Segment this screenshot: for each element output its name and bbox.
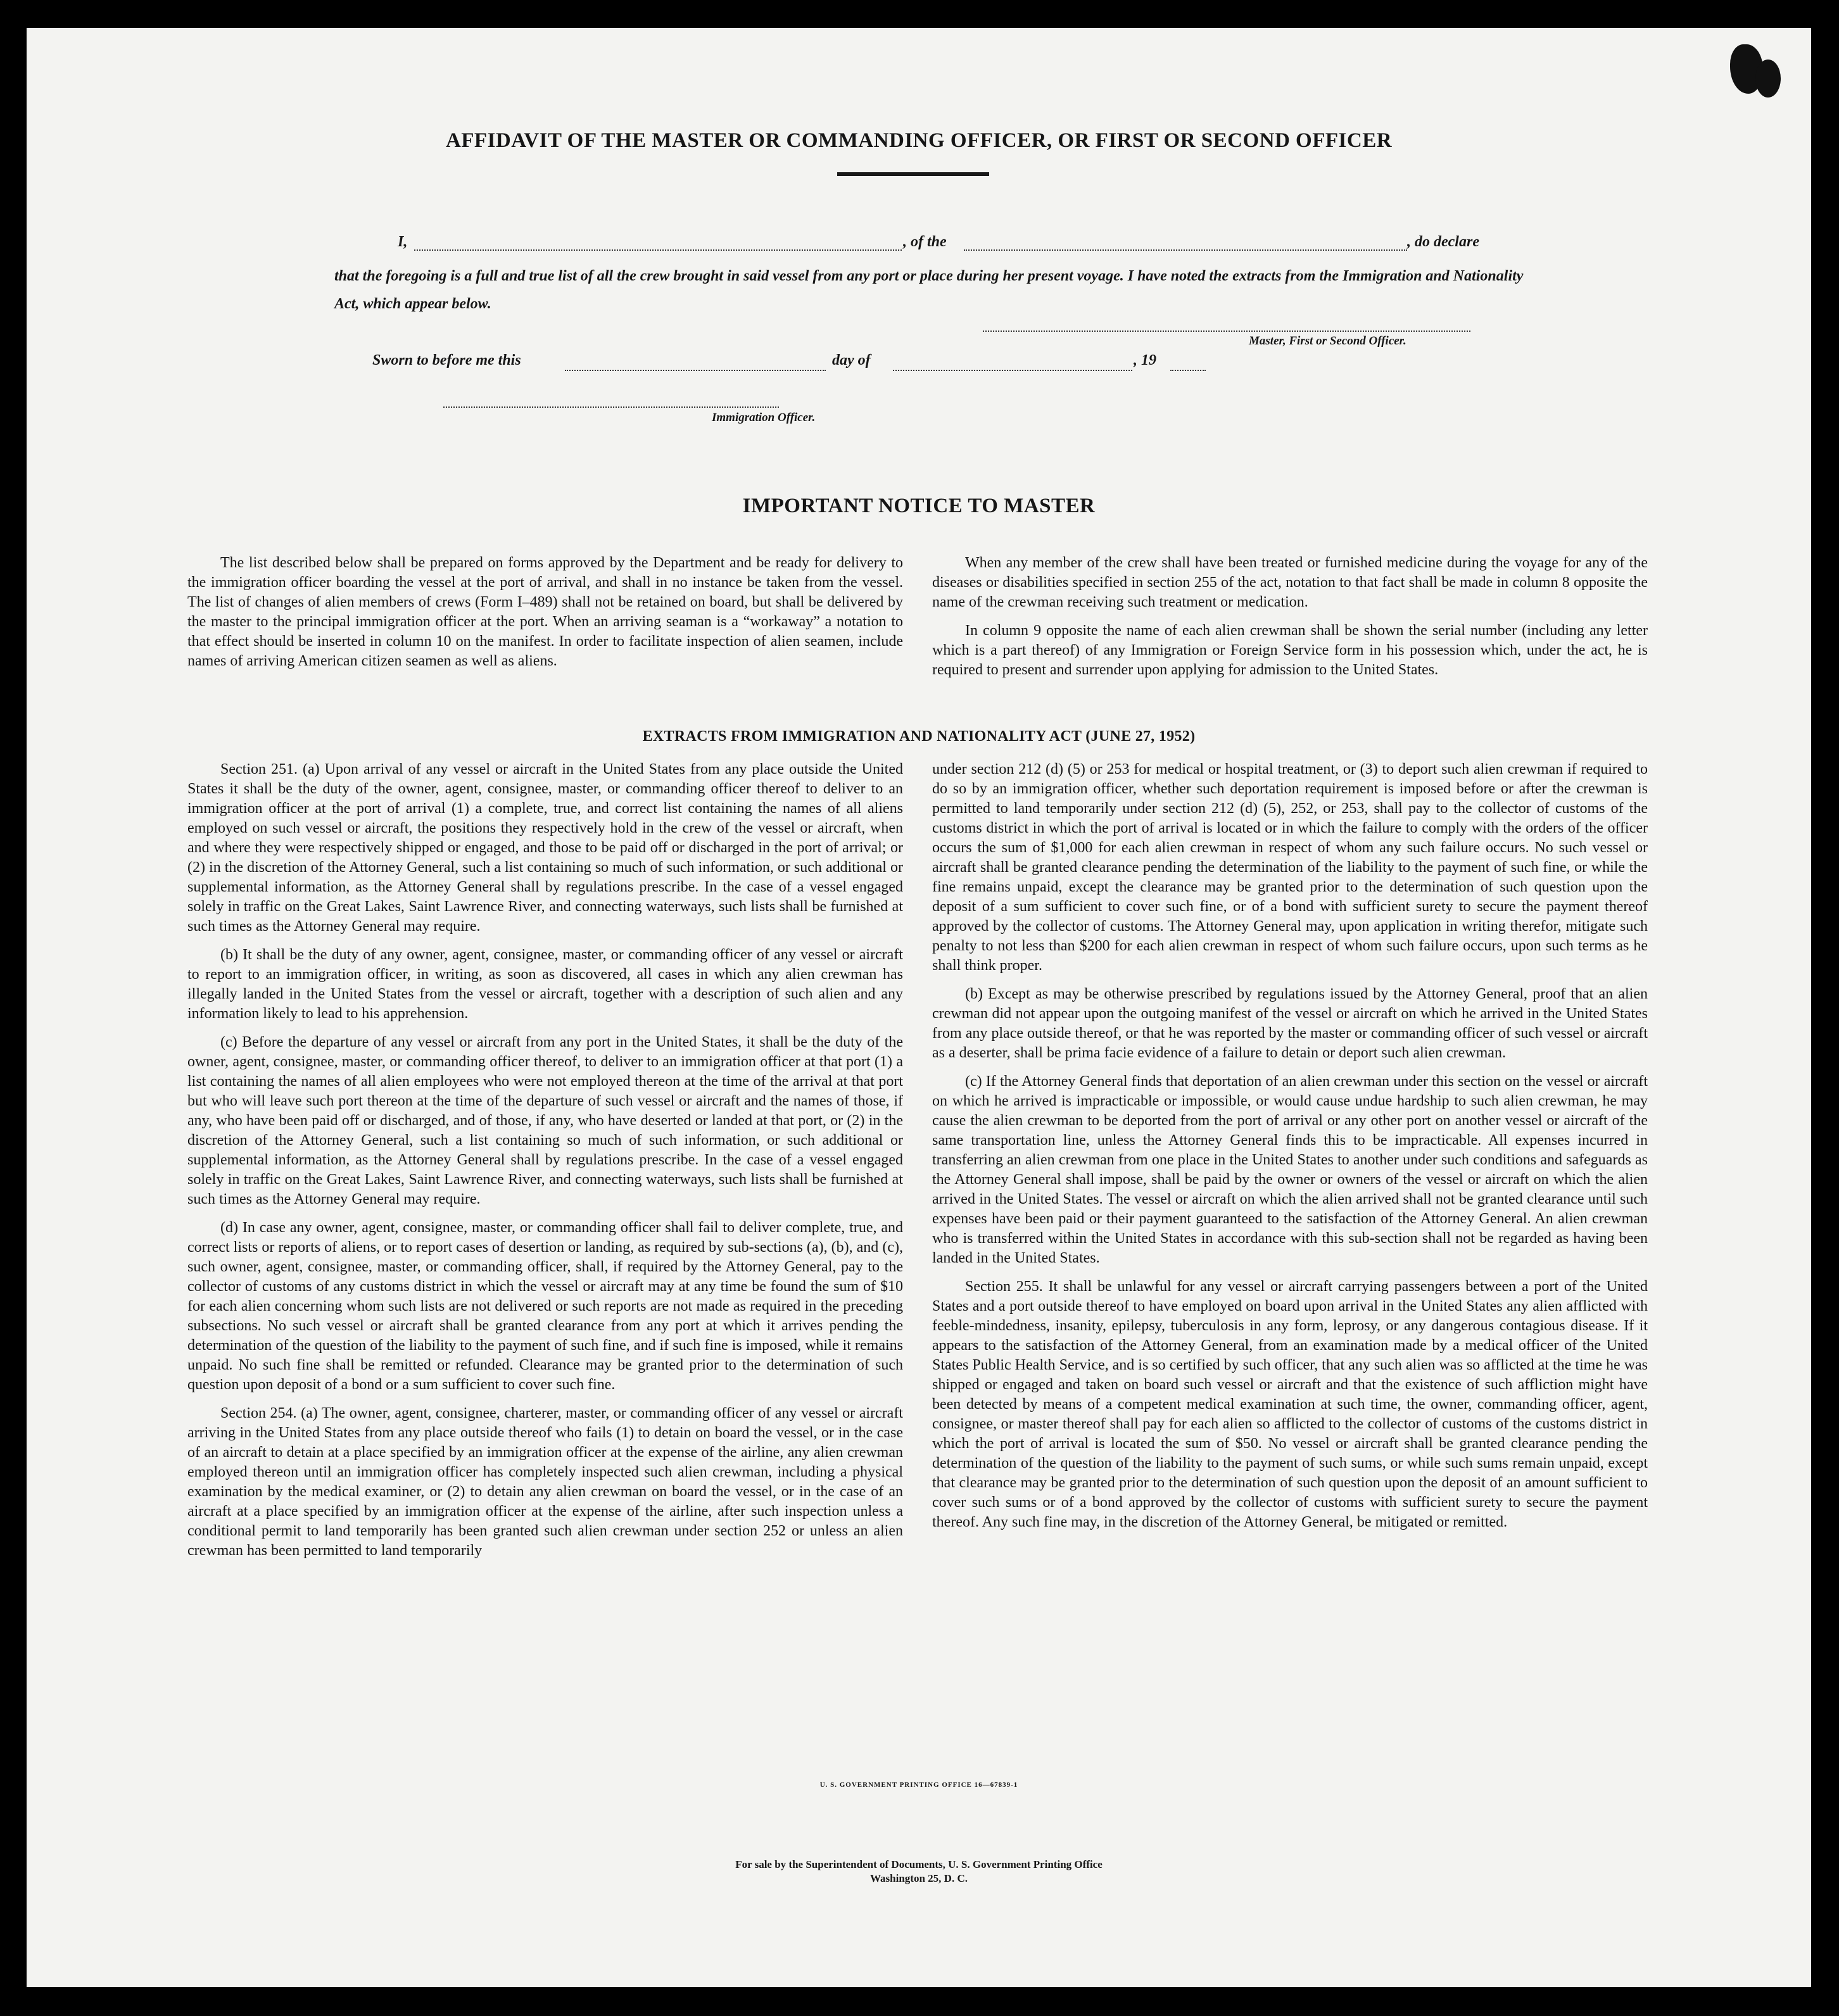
master-signature-label: Master, First or Second Officer. [1249,334,1406,348]
sale-notice-line-1: For sale by the Superintendent of Documents, U. S. Government Printing Office [735,1858,1103,1870]
declaration-text: that the foregoing is a full and true list of all the crew brought in said vessel from any port or place during her present voyage. I have noted the extracts from the Immigration and Nationality Act, which appear below. [334,268,1524,312]
sworn-year-field[interactable] [1170,370,1206,371]
section-254-a-continued: under section 212 (d) (5) or 253 for medical or hospital treatment, or (3) to deport such alien crewman if required to do so by an immigration officer, whether such deportation requirement is imposed before or after the crewman is permitted to land temporarily under section 212 (d) (5), 252, or 253, shall pay to the collector of customs of the customs district in which the port of arrival is located or in which the failure to comply with the orders of the officer occurs the sum of $1,000 for each alien crewman in respect of whom any such failure occurs. No such vessel or aircraft shall be granted clearance pending the determination of the liability to the payment of such fine, or while the fine remains unpaid, except the clearance may be granted prior to the determination of such question upon the deposit of a sum sufficient to cover such fine, or of a bond with sufficient surety to secure the payment thereof approved by the collector of customs. The Attorney General may, upon application in writing therefor, mitigate such penalty to not less than $200 for each alien crewman in respect of whom such failure occurs, upon such terms as he shall think proper. [932,761,1648,974]
affidavit-declare-label: , do declare [1407,234,1479,250]
section-254-c: (c) If the Attorney General finds that deportation of an alien crewman under this section on the vessel or aircraft on which he arrived is impracticable or impossible, or would cause undue hardship to such alien crewman, he may cause the alien crewman to be deported from the port of arrival or any other port on another vessel or aircraft of the same transportation line, unless the Attorney General finds this to be impracticable. All expenses incurred in transferring an alien crewman from one place in the United States to another under such conditions and safeguards as the Attorney General shall impose, shall be paid by the owner or owners of the vessel or aircraft on which the alien arrived in the United States. The vessel or aircraft on which the alien arrived shall not be granted clearance until such expenses have been paid or their payment guaranteed to the satisfaction of the Attorney General. An alien crewman who is transferred within the United States in accordance with this sub-section shall not be regarded as having been landed in the United States. [932,1073,1648,1266]
vessel-field[interactable] [964,249,1407,251]
title-rule [837,172,989,176]
notice-left-paragraph: The list described below shall be prepared on forms approved by the Department and be ready for delivery to the immigration officer boarding the vessel at the port of arrival, and shall in no instance be taken from the vessel. The list of changes of alien members of crews (Form I–489) shall not be retained on board, but shall be delivered by the master to the principal immigration officer at the port. When an arriving seaman is a “workaway” a notation to that effect should be inserted in column 10 on the manifest. In order to facilitate inspection of alien seamen, include names of arriving American citizen seamen as well as aliens. [187,555,903,669]
sworn-day-field[interactable] [565,370,826,371]
affidavit-i-label: I, [398,234,408,250]
notice-left-column [187,553,903,684]
extracts-right-column [932,760,1648,1541]
notice-right-column [932,553,1648,693]
immigration-officer-signature-field[interactable] [443,406,779,408]
section-251-d: (d) In case any owner, agent, consignee, master, or commanding officer shall fail to deliver complete, true, and correct lists or reports of aliens, or to report cases of desertion or landing, as required by sub-sections (a), (b), and (c), such owner, agent, consignee, master, or commanding officer, shall, if required by the Attorney General, pay to the collector of customs of any customs district in which the vessel or aircraft may at any time be found the sum of $10 for each alien concerning whom such lists are not delivered or such reports are not made as required in the preceding subsections. No such vessel or aircraft shall be granted clearance from any port at which it arrives pending the determination of the question of the liability to the payment of such fine, and if such fine is imposed, while it remains unpaid. No such fine shall be remitted or refunded. Clearance may be granted prior to the determination of such question upon deposit of a bond or a sum sufficient to cover such fine. [187,1219,903,1393]
section-251-c: (c) Before the departure of any vessel or aircraft from any port in the United States, it shall be the duty of the owner, agent, consignee, master, or commanding officer thereof, to deliver to an immigration officer at that port (1) a list containing the names of all alien employees who were not employed thereon at the time of the arrival at that port but who will leave such port thereon at the time of the departure of such vessel or aircraft and the names of those, if any, who have been paid off or discharged, and of those, if any, who have deserted or landed at that port, or (2) in the discretion of the Attorney General, such a list containing so much of such information, or such additional or supplemental information, as the Attorney General shall by regulations prescribe. In the case of a vessel engaged solely in traffic on the Great Lakes, Saint Lawrence River, and connecting waterways, such lists shall be furnished at such times as the Attorney General may require. [187,1034,903,1207]
master-signature-field[interactable] [983,331,1470,332]
section-254-a: Section 254. (a) The owner, agent, consignee, charterer, master, or commanding officer of any vessel or aircraft arriving in the United States from any place outside thereof who fails (1) to detain on board the vessel, or in the case of an aircraft to detain at a place specified by an immigration officer at the expense of the airline, any alien crewman employed thereon until an immigration officer has completely inspected such alien crewman, including a physical examination by the medical examiner, or (2) to detain any alien crewman on board the vessel, or in the case of an aircraft at a place specified by an immigration officer at the expense of the airline, after such inspection unless a conditional permit to land temporarily has been granted such alien crewman under section 252 or unless an alien crewman has been permitted to land temporarily [187,1405,903,1559]
sale-notice-line-2: Washington 25, D. C. [870,1872,968,1884]
extracts-left-column [187,760,903,1570]
notice-right-paragraph-2: In column 9 opposite the name of each alien crewman shall be shown the serial number (including any letter which is a part thereof) of any Immigration or Foreign Service form in his possession which, under the act, he is required to present and surrender upon applying for admission to the United States. [932,622,1648,678]
name-field[interactable] [414,249,902,251]
sworn-prefix: Sworn to before me this [372,352,521,369]
affidavit-title: AFFIDAVIT OF THE MASTER OR COMMANDING OFFICER, OR FIRST OR SECOND OFFICER [445,129,1393,152]
section-255: Section 255. It shall be unlawful for any vessel or aircraft carrying passengers between a port of the United States and a port outside thereof to have employed on board upon arrival in the United States any alien afflicted with feeble-mindedness, insanity, epilepsy, tuberculosis in any form, leprosy, or any dangerous contagious disease. If it appears to the satisfaction of the Attorney General, from an examination made by a medical officer of the United States Public Health Service, and is so certified by such officer, that any such alien was so afflicted at the time he was shipped or engaged and taken on board such vessel or aircraft and that the existence of such affliction might have been detected by means of a competent medical examination at such time, the owner, commanding officer, agent, consignee, or master thereof shall pay for each alien so afflicted to the collector of customs of the customs district in which the port of arrival is located the sum of $50. No vessel or aircraft shall be granted clearance pending the determination of the question of the liability to the payment of such sums, or while such sums remain unpaid, except that clearance may be granted prior to the determination of such question upon the deposit of an amount sufficient to cover such sums or of a bond approved by the collector of customs with sufficient surety to secure the payment thereof. Any such fine may, in the discretion of the Attorney General, be mitigated or remitted. [932,1278,1648,1530]
section-254-b: (b) Except as may be otherwise prescribed by regulations issued by the Attorney General, proof that an alien crewman did not appear upon the outgoing manifest of the vessel or aircraft on which he arrived in the United States from any place outside thereof, or that he was reported by the master or commanding officer of such vessel or aircraft as a deserter, shall be prima facie evidence of a failure to detain or deport such alien crewman. [932,986,1648,1061]
printer-imprint: U. S. GOVERNMENT PRINTING OFFICE 16—67839-1 [819,1781,1018,1789]
immigration-officer-label: Immigration Officer. [712,411,816,424]
notice-right-paragraph-1: When any member of the crew shall have been treated or furnished medicine during the voyage for any of the diseases or disabilities specified in section 255 of the act, notation to that fact shall be made in column 8 opposite the name of the crewman receiving such treatment or medication. [932,555,1648,610]
section-251-a: Section 251. (a) Upon arrival of any vessel or aircraft in the United States from any place outside the United States it shall be the duty of the owner, agent, consignee, master, or commanding officer thereof to deliver to an immigration officer at the port of arrival (1) a complete, true, and correct list containing the names of all aliens employed on such vessel or aircraft, the positions they respectively hold in the crew of the vessel or aircraft, when and where they were respectively shipped or engaged, and those to be paid off or discharged in the port of arrival; or (2) in the discretion of the Attorney General, such a list containing so much of such information, or such additional or supplemental information, as the Attorney General shall by regulations prescribe. In the case of a vessel engaged solely in traffic on the Great Lakes, Saint Lawrence River, and connecting waterways, such lists shall be furnished at such times as the Attorney General may require. [187,761,903,935]
document-sheet [27,28,1811,1987]
section-251-b: (b) It shall be the duty of any owner, agent, consignee, master, or commanding officer of any vessel or aircraft to report to an immigration officer, in writing, as soon as discovered, all cases in which any alien crewman has illegally landed in the United States from the vessel or aircraft, together with a description of such alien and any information likely to lead to his apprehension. [187,947,903,1022]
affidavit-of-the-label: , of the [903,234,947,250]
notice-title: IMPORTANT NOTICE TO MASTER [742,495,1096,517]
extracts-title: EXTRACTS FROM IMMIGRATION AND NATIONALITY ACT (JUNE 27, 1952) [642,728,1196,745]
sworn-year-label: , 19 [1134,352,1156,369]
sworn-day-of-label: day of [832,352,871,369]
sworn-month-field[interactable] [893,370,1132,371]
sale-notice [27,1858,1811,1886]
scan-smudge [1755,60,1781,98]
